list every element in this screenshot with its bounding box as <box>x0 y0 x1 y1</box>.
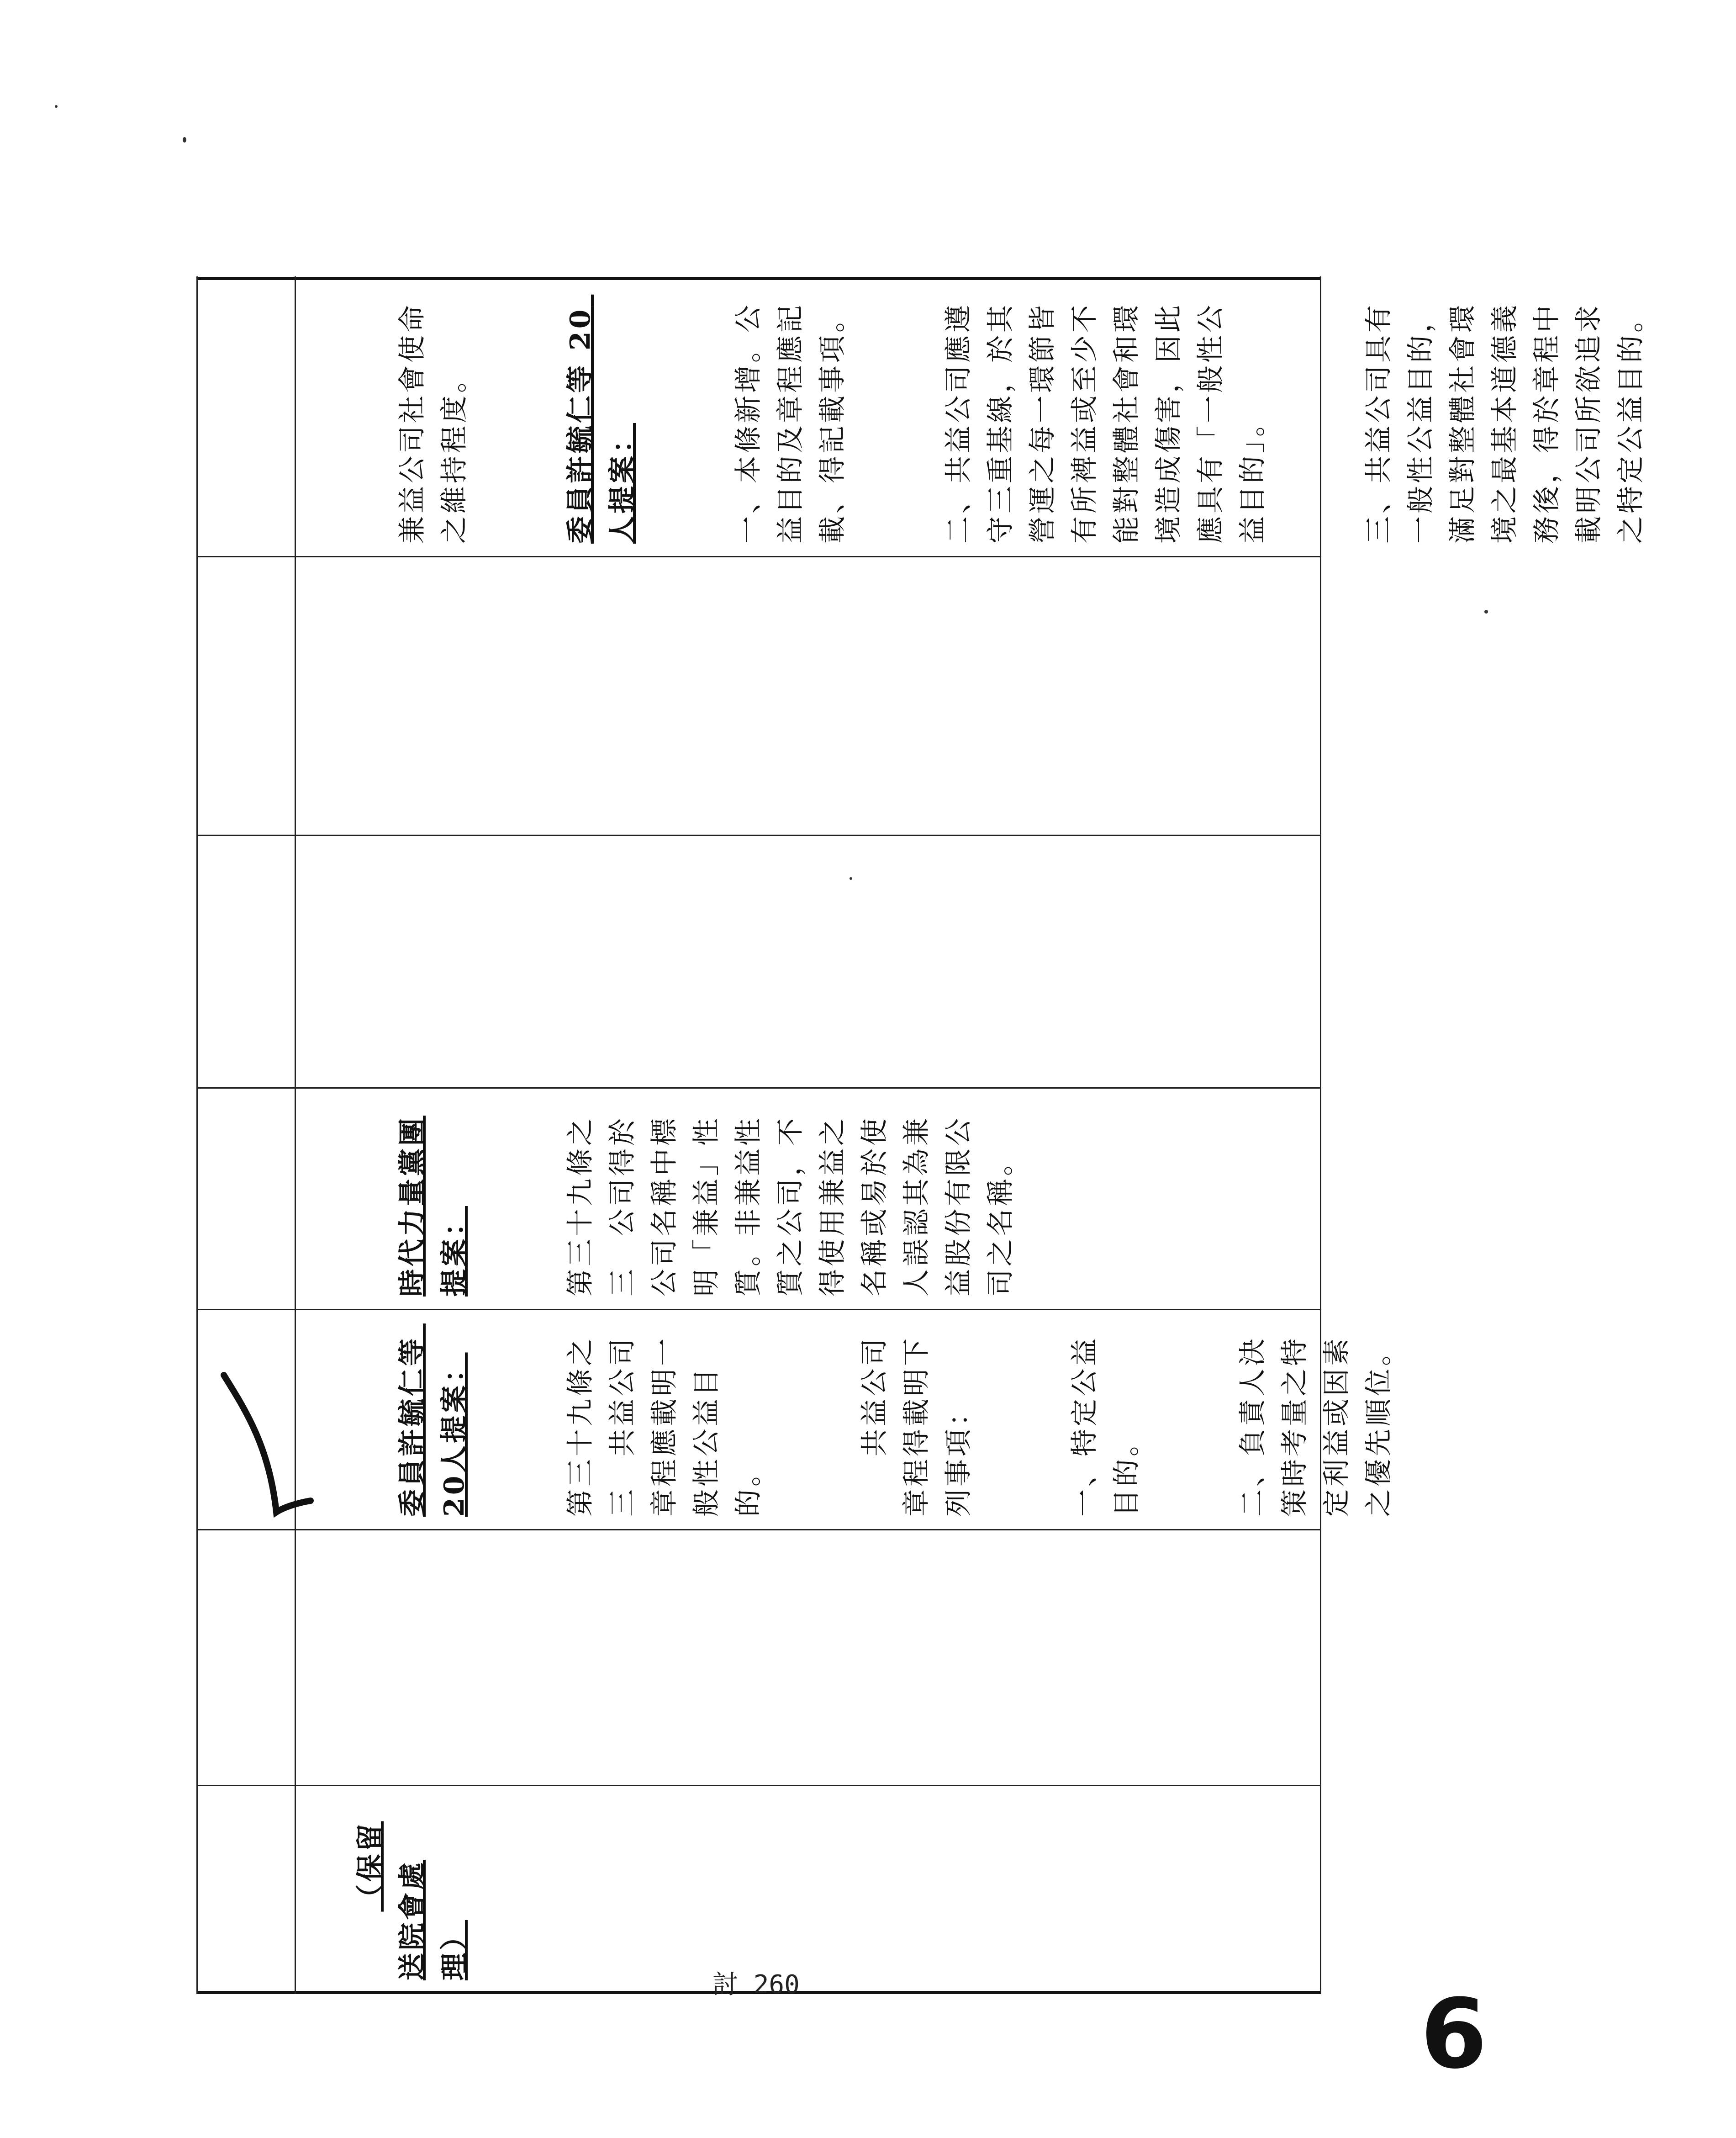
checkmark-icon <box>215 1371 315 1526</box>
proposal-npp-line: 第三十九條之三 公司得於公司名稱中標明「兼益」性質。非兼益性質之公司，不得使用兼益之名稱或易於使人誤認其為兼益股份有限公司之名稱。 <box>565 1116 1017 1297</box>
proposal-xu-line: 第三十九條之三 共益公司章程應載明一般性公益目的。 <box>565 1336 765 1517</box>
bill-comparison-table <box>196 276 1647 1994</box>
proposal-npp-article-cell <box>299 1089 1315 1310</box>
status-text: （保留送院會處理） <box>354 1821 470 1980</box>
status-cell <box>299 1786 470 1994</box>
explanation-heading: 委員許毓仁等 20 人提案： <box>565 294 638 544</box>
explanation-line: 一、本條新增。公益目的及章程應記載、得記載事項。 <box>733 302 849 544</box>
scan-speck <box>183 137 186 143</box>
column-divider <box>196 276 198 1994</box>
proposal-xu-line: 一、特定公益目的。 <box>1069 1336 1143 1517</box>
proposal-xu-line: 二、負責人決策時考量之特定利益或因素之優先順位。 <box>1237 1336 1395 1517</box>
proposal-xu-line: 共益公司章程得載明下列事項： <box>859 1336 975 1517</box>
scan-speck <box>1484 610 1488 614</box>
column-divider <box>295 276 296 1994</box>
proposal-xu-heading: 委員許毓仁等 20人提案： <box>396 1323 470 1517</box>
explanation-prefix: 兼益公司社會使命之維持程度。 <box>396 302 470 544</box>
scan-speck <box>55 105 58 108</box>
row-separator <box>196 835 1320 836</box>
table-bottom-border <box>196 277 1320 280</box>
explanation-cell <box>299 280 1647 557</box>
explanation-line: 二、共益公司應遵守三重基線，於其營運之每一環節皆有所裨益或至少不能對整體社會和環境造成傷害，因此應具有「一般性公益目的」。 <box>943 302 1269 544</box>
handwritten-page-mark: 6 <box>1420 1978 1488 2090</box>
explanation-line: 三、共益公司具有一般性公益目的，滿足對整體社會環境之最基本道德義務後，得於章程中載明公司所欲追求之特定公益目的。 <box>1363 302 1647 544</box>
proposal-xu-article-cell <box>299 1310 1395 1530</box>
page-number: 討 260 <box>712 1970 800 2000</box>
proposal-npp-heading: 時代力量黨團提案： <box>396 1116 470 1297</box>
